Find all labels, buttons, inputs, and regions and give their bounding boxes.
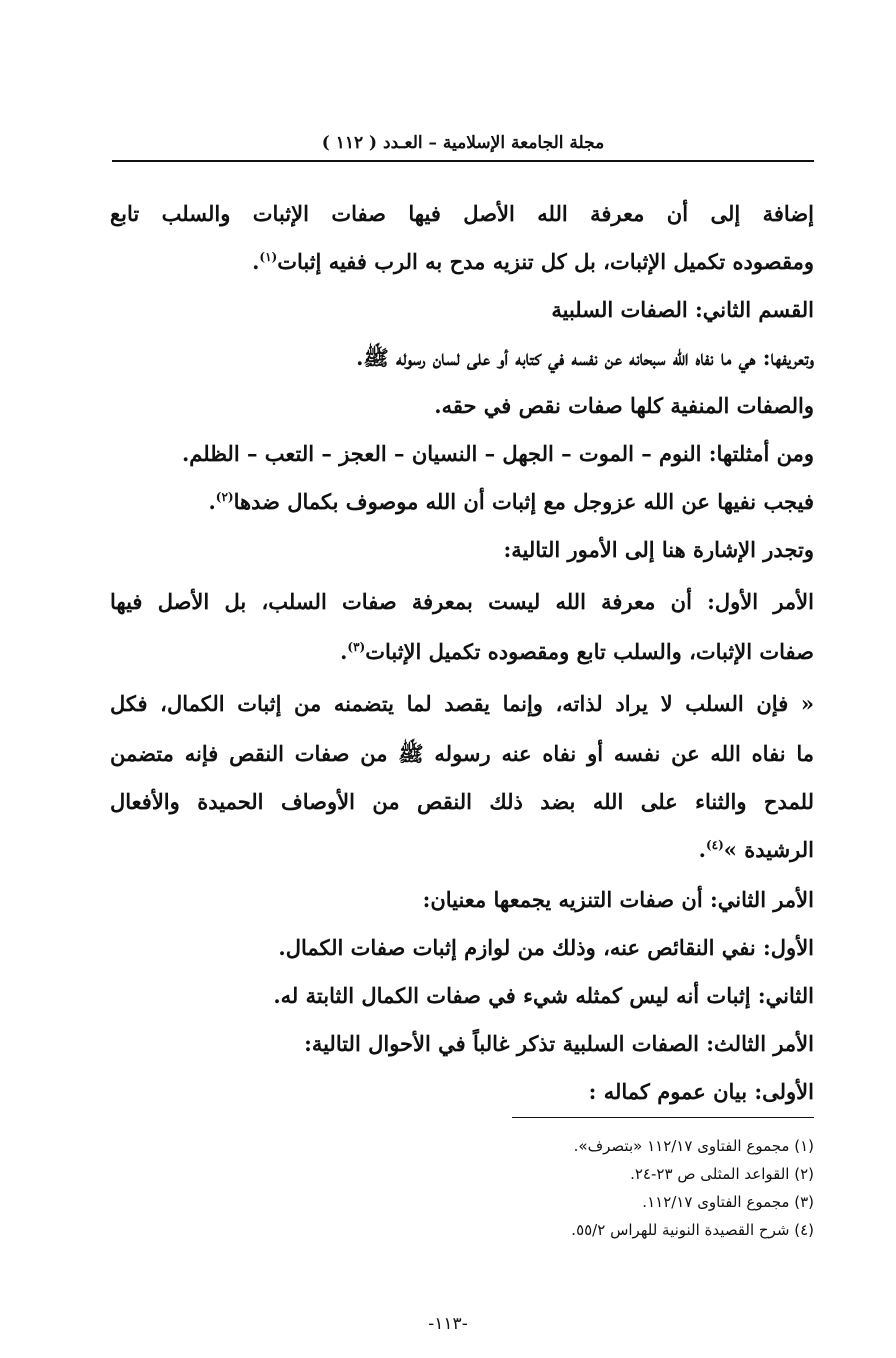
body-line-4: وتعريفها: هي ما نفاه الله سبحانه عن نفسه في كتابه أو على لسان رسوله ﷺ. (356, 345, 814, 370)
body-line-2 (110, 238, 814, 286)
section-heading: القسم الثاني: الصفات السلبية (551, 297, 814, 322)
body-line-10 (110, 628, 814, 676)
body-line-7 (110, 478, 814, 526)
body-line-1: إضافة إلى أن معرفة الله الأصل فيها صفات الإثبات والسلب تابع (110, 201, 814, 226)
footnote-1: (١) مجموع الفتاوى ١١٢/١٧ «بتصرف». (573, 1137, 814, 1155)
footnote-rule (512, 1117, 814, 1118)
body-line-19: الأولى: بيان عموم كماله : (588, 1079, 814, 1104)
quote-line-4-text: الرشيدة » (723, 837, 814, 862)
quote-line-2: ما نفاه الله عن نفسه أو نفاه عنه رسوله ﷺ من صفات النقص فإنه متضمن (110, 741, 814, 766)
body-line-5: والصفات المنفية كلها صفات نقص في حقه. (434, 393, 814, 418)
body-line-2-text: ومقصوده تكميل الإثبات، بل كل تنزيه مدح به الرب ففيه إثبات (277, 249, 814, 274)
quote-line-3: للمدح والثناء على الله بضد ذلك النقص من الأوصاف الحميدة والأفعال (110, 789, 814, 814)
body-line-10-text: صفات الإثبات، والسلب تابع ومقصوده تكميل الإثبات (365, 639, 814, 664)
footnote-3: (٣) مجموع الفتاوى ١١٢/١٧. (642, 1193, 814, 1211)
footnote-marker-4: (٤) (705, 838, 724, 852)
quote-line-1: « فإن السلب لا يراد لذاته، وإنما يقصد لما يتضمنه من إثبات الكمال، فكل (110, 691, 814, 716)
footnote-marker-2: (٢) (215, 490, 234, 504)
quote-line-4 (110, 826, 814, 874)
running-header: مجلة الجامعة الإسلامية – العـدد ( ١١٢ ) (321, 133, 605, 153)
body-line-17: الثاني: إثبات أنه ليس كمثله شيء في صفات الكمال الثابتة له. (273, 983, 814, 1008)
body-line-8: وتجدر الإشارة هنا إلى الأمور التالية: (503, 537, 814, 562)
body-line-6: ومن أمثلتها: النوم – الموت – الجهل – النسيان – العجز – التعب – الظلم. (181, 441, 814, 466)
body-line-9: الأمر الأول: أن معرفة الله ليست بمعرفة صفات السلب، بل الأصل فيها (110, 589, 814, 614)
footnote-4: (٤) شرح القصيدة النونية للهراس ٥٥/٢. (571, 1221, 814, 1239)
header-rule (112, 160, 814, 162)
body-line-10-end: . (340, 639, 348, 664)
footnote-marker-3: (٣) (347, 640, 366, 654)
footnote-marker-1: (١) (259, 250, 278, 264)
body-line-16: الأول: نفي النقائص عنه، وذلك من لوازم إثبات صفات الكمال. (278, 935, 814, 960)
body-line-2-end: . (252, 249, 260, 274)
footnote-2: (٢) القواعد المثلى ص ٢٣-٢٤. (630, 1165, 814, 1183)
body-line-18: الأمر الثالث: الصفات السلبية تذكر غالباً في الأحوال التالية: (304, 1031, 814, 1056)
quote-line-4-end: . (698, 837, 706, 862)
body-line-15: الأمر الثاني: أن صفات التنزيه يجمعها معنيان: (422, 887, 814, 912)
body-line-7-end: . (208, 489, 216, 514)
page-number: -١١٣- (428, 1314, 468, 1334)
body-line-7-text: فيجب نفيها عن الله عزوجل مع إثبات أن الله موصوف بكمال ضدها (233, 489, 814, 514)
